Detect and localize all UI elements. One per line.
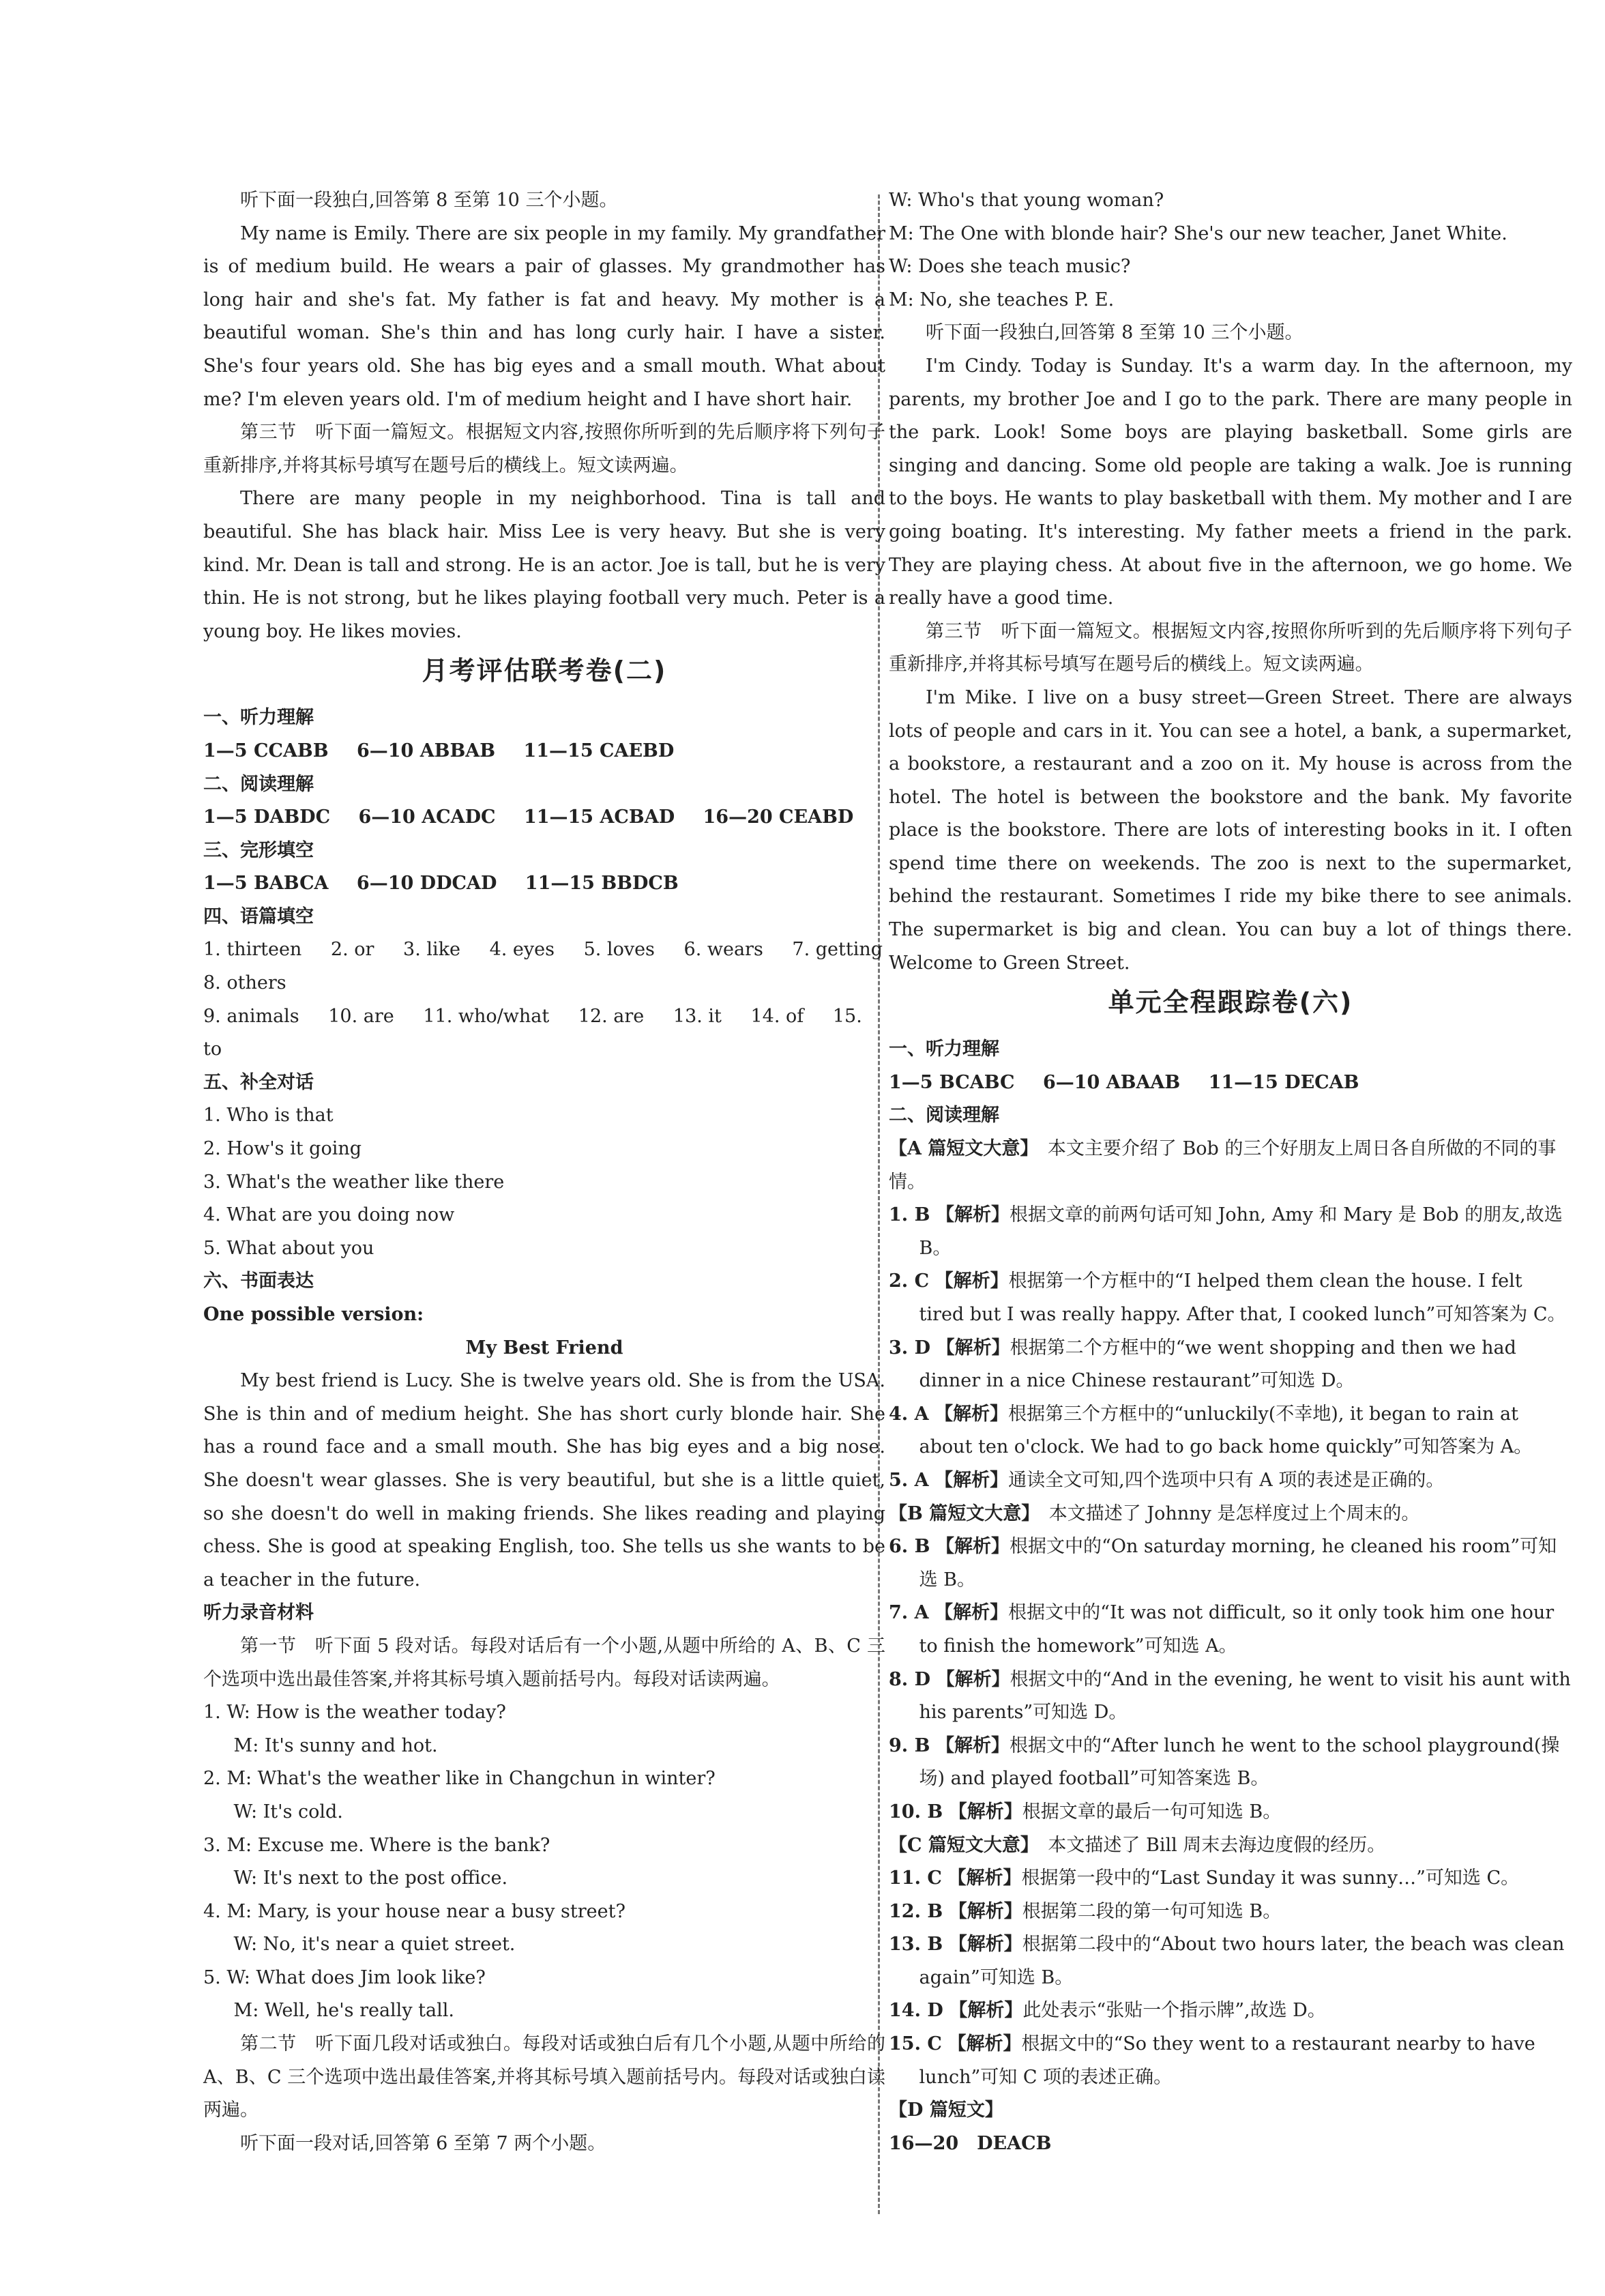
explanation-text: 通读全文可知,四个选项中只有 A 项的表述是正确的。	[1008, 1469, 1445, 1491]
passage-tag: 【A 篇短文大意】	[889, 1138, 1029, 1160]
answer-explanation	[889, 1862, 1572, 1895]
dialog-line: 4. M: Mary, is your house near a busy street?	[203, 1900, 625, 1922]
fill-answer: 4. eyes	[489, 939, 555, 961]
answer-group: 11—15 BBDCB	[525, 873, 679, 895]
dialog-answer: 1. Who is that	[203, 1105, 334, 1127]
answer-number: 14. D	[889, 2000, 943, 2022]
dialog-line: W: It's next to the post office.	[233, 1868, 508, 1889]
possible-version-label: One possible version:	[203, 1304, 424, 1325]
answer-group: 1—5 CCABB	[203, 740, 329, 761]
summary-text: 本文描述了 Bill 周末去海边度假的经历。	[1048, 1834, 1386, 1856]
answer-explanation	[889, 1597, 1572, 1663]
answer-explanation	[889, 1530, 1572, 1597]
analysis-tag: 【解析】	[947, 2033, 1022, 2055]
section1-intro: 第一节 听下面 5 段对话。每段对话后有一个小题,从题中所给的 A、B、C 三个选项中选出最佳答案,并将其标号填入题前括号内。每段对话读两遍。	[203, 1635, 885, 1690]
dialog-line: M: No, she teaches P. E.	[889, 289, 1115, 310]
answer-group: 6—10 ACADC	[358, 806, 496, 828]
answer-explanation	[889, 1928, 1572, 1994]
dialog-line: M: It's sunny and hot.	[233, 1734, 438, 1756]
dialog-line: M: The One with blonde hair? She's our new teacher, Janet White.	[889, 222, 1507, 244]
explanation-text: 根据第二段的第一句可知选 B。	[1022, 1900, 1282, 1922]
exam-title-2: 月考评估联考卷(二)	[422, 656, 667, 686]
answer-explanation	[889, 1796, 1572, 1829]
fill-answer: 2. or	[330, 939, 374, 961]
section2-intro: 第二节 听下面几段对话或独白。每段对话或独白后有几个小题,从题中所给的 A、B、C 三个选项中选出最佳答案,并将其标号填入题前括号内。每段对话或独白读两遍。	[203, 2033, 885, 2121]
answer-number: 12. B	[889, 1900, 943, 1922]
section-reading: 二、阅读理解	[889, 1105, 999, 1127]
analysis-tag: 【解析】	[948, 1900, 1022, 1922]
fill-answers-row3	[203, 1000, 885, 1066]
answer-group: 1—5 BCABC	[889, 1071, 1015, 1093]
answer-number: 3. D	[889, 1337, 931, 1358]
analysis-tag: 【解析】	[934, 1469, 1009, 1491]
dialog-line: W: No, it's near a quiet street.	[233, 1934, 516, 1956]
reading-answers	[203, 801, 885, 834]
answer-explanation	[889, 1994, 1572, 2028]
neighborhood-passage: There are many people in my neighborhood. Tina is tall and beautiful. She has black hair. Miss Lee is very heavy. But she is very kind. Mr. Dean is tall and strong. He is an actor. Joe is tall, but he is very thin. He is not strong, but he likes playing football very much. Peter is a young boy. He likes movies.	[203, 488, 885, 642]
explanation-text: 根据文中的“On saturday morning, he cleaned his room”可知选 B。	[919, 1536, 1557, 1590]
fill-answer: 1. thirteen	[203, 939, 302, 961]
section3-intro: 第三节 听下面一篇短文。根据短文内容,按照你所听到的先后顺序将下列句子重新排序,并将其标号填写在题号后的横线上。短文读两遍。	[203, 422, 885, 476]
listening-intro-8-10: 听下面一段独白,回答第 8 至第 10 三个小题。	[240, 190, 618, 211]
section-listening: 一、听力理解	[203, 707, 314, 729]
passage-d-answers: 16—20 DEACB	[889, 2132, 1052, 2154]
explanation-text: 根据文章的前两句话可知 John, Amy 和 Mary 是 Bob 的朋友,故选 B。	[919, 1204, 1563, 1259]
answer-group: 11—15 DECAB	[1208, 1071, 1359, 1093]
dialog-line: 1. W: How is the weather today?	[203, 1702, 506, 1724]
mike-passage: I'm Mike. I live on a busy street—Green Street. There are always lots of people and cars in it. You can see a hotel, a bank, a supermarket, a bookstore, a restaurant and a zoo on it. My house is across from the hotel. The hotel is between the bookstore and the bank. My favorite place is the bookstore. There are lots of interesting books in it. I often spend time there on weekends. The zoo is next to the supermarket, behind the restaurant. Sometimes I ride my bike there to see animals. The supermarket is big and clean. You can buy a lot of things there. Welcome to Green Street.	[889, 686, 1572, 974]
answer-group: 11—15 ACBAD	[523, 806, 675, 828]
explanation-text: 根据第二段中的“About two hours later, the beach was clean again”可知选 B。	[919, 1934, 1565, 1988]
analysis-tag: 【解析】	[934, 1602, 1009, 1624]
right-column	[889, 184, 1572, 2160]
fill-answer: 15. to	[203, 1005, 862, 1060]
summary-text: 本文主要介绍了 Bob 的三个好朋友上周日各自所做的不同的事情。	[889, 1138, 1557, 1193]
dialog-line: M: Well, he's really tall.	[233, 2000, 454, 2022]
analysis-tag: 【解析】	[936, 1734, 1010, 1756]
exam-title-6: 单元全程跟踪卷(六)	[1108, 987, 1353, 1018]
dialog-line: W: Does she teach music?	[889, 256, 1131, 278]
dialog-line: 5. W: What does Jim look like?	[203, 1966, 486, 1988]
answer-number: 4. A	[889, 1403, 929, 1425]
answer-number: 6. B	[889, 1536, 930, 1558]
answer-number: 5. A	[889, 1469, 929, 1491]
answer-number: 11. C	[889, 1868, 942, 1889]
answer-group: 1—5 BABCA	[203, 873, 329, 895]
explanation-text: 根据文中的“It was not difficult, so it only took him one hour to finish the homework”可知选 A。	[919, 1602, 1555, 1657]
analysis-tag: 【解析】	[949, 2000, 1023, 2022]
section-cloze: 三、完形填空	[203, 839, 314, 861]
passage-tag: 【C 篇短文大意】	[889, 1834, 1030, 1856]
answer-number: 13. B	[889, 1934, 943, 1956]
listening-intro-8-10: 听下面一段独白,回答第 8 至第 10 三个小题。	[926, 322, 1304, 344]
answer-explanation	[889, 1464, 1572, 1498]
listening-answers	[203, 735, 885, 768]
dialog-line: W: Who's that young woman?	[889, 190, 1164, 211]
essay-body: My best friend is Lucy. She is twelve years old. She is from the USA. She is thin and of medium height. She has short curly blonde hair. She has a round face and a small mouth. She has big eyes and a big nose. She doesn't wear glasses. She is very beautiful, but she is a little quiet, so she doesn't do well in making friends. She likes reading and playing chess. She is good at speaking English, too. She tells us she wants to be a teacher in the future.	[203, 1370, 885, 1590]
answer-explanation	[889, 1332, 1572, 1398]
explanation-text: 根据第三个方框中的“unluckily(不幸地), it began to rain at about ten o'clock. We had to go back home quickly”可知答案为 A。	[919, 1403, 1533, 1458]
answer-number: 9. B	[889, 1734, 930, 1756]
dialog-answer: 3. What's the weather like there	[203, 1171, 505, 1193]
cloze-answers	[203, 867, 885, 901]
essay-title: My Best Friend	[465, 1337, 623, 1358]
dialog-answer: 2. How's it going	[203, 1138, 362, 1160]
answer-number: 2. C	[889, 1270, 930, 1292]
answer-explanation	[889, 1398, 1572, 1464]
fill-answer: 14. of	[750, 1005, 804, 1027]
section-dialog-completion: 五、补全对话	[203, 1071, 314, 1093]
explanation-text: 根据文章的最后一句可知选 B。	[1022, 1801, 1282, 1822]
answer-number: 7. A	[889, 1602, 929, 1624]
fill-answer: 13. it	[673, 1005, 722, 1027]
emily-monologue: My name is Emily. There are six people in my family. My grandfather is of medium build. He wears a pair of glasses. My grandmother has long hair and she's fat. My father is fat and heavy. My mother is a beautiful woman. She's thin and has long curly hair. I have a sister. She's four years old. She has big eyes and a small mouth. What about me? I'm eleven years old. I'm of medium height and I have short hair.	[203, 222, 885, 410]
dialog-answer: 4. What are you doing now	[203, 1204, 455, 1226]
fill-answer: 8. others	[203, 972, 286, 994]
passage-d-tag: 【D 篇短文】	[889, 2099, 1003, 2121]
answer-group: 11—15 CAEBD	[523, 740, 675, 761]
section-reading: 二、阅读理解	[203, 773, 314, 795]
explanation-text: 根据第一个方框中的“I helped them clean the house. I felt tired but I was really happy. After that, I cooked lunch”可知答案为 C。	[919, 1270, 1566, 1325]
section3-intro: 第三节 听下面一篇短文。根据短文内容,按照你所听到的先后顺序将下列句子重新排序,并将其标号填写在题号后的横线上。短文读两遍。	[889, 620, 1572, 675]
fill-answer: 10. are	[328, 1005, 394, 1027]
fill-answer: 5. loves	[583, 939, 655, 961]
answer-group: 6—10 DDCAD	[356, 873, 497, 895]
fill-answer: 3. like	[403, 939, 460, 961]
passage-b-summary	[889, 1498, 1572, 1531]
section-passage-fill: 四、语篇填空	[203, 905, 314, 927]
analysis-tag: 【解析】	[948, 1934, 1022, 1956]
answer-explanation	[889, 1895, 1572, 1929]
fill-answer: 9. animals	[203, 1005, 299, 1027]
answer-group: 6—10 ABBAB	[356, 740, 496, 761]
cindy-monologue: I'm Cindy. Today is Sunday. It's a warm day. In the afternoon, my parents, my brother Joe and I go to the park. There are many people in the park. Look! Some boys are playing basketball. Some girls are singing and dancing. Some old people are taking a walk. Joe is running to the boys. He wants to play basketball with them. My mother and I are going boating. It's interesting. My father meets a friend in the park. They are playing chess. At about five in the afternoon, we go home. We really have a good time.	[889, 355, 1572, 609]
fill-answer: 7. getting	[792, 939, 883, 961]
answer-group: 6—10 ABAAB	[1042, 1071, 1181, 1093]
answer-explanation	[889, 1199, 1572, 1265]
fill-answers-row2	[203, 967, 885, 1000]
listening-intro-6-7: 听下面一段对话,回答第 6 至第 7 两个小题。	[240, 2132, 606, 2154]
left-column	[203, 184, 885, 2160]
section-writing: 六、书面表达	[203, 1270, 314, 1292]
listening-answers	[889, 1066, 1572, 1100]
dialog-line: 3. M: Excuse me. Where is the bank?	[203, 1834, 550, 1856]
dialog-line: 2. M: What's the weather like in Changchun in winter?	[203, 1768, 716, 1790]
summary-text: 本文描述了 Johnny 是怎样度过上个周末的。	[1048, 1502, 1420, 1524]
answer-number: 15. C	[889, 2033, 942, 2055]
section-listening: 一、听力理解	[889, 1038, 999, 1060]
explanation-text: 根据文中的“After lunch he went to the school playground(操场) and played football”可知答案选 B。	[919, 1734, 1560, 1790]
passage-a-summary	[889, 1133, 1572, 1199]
answer-group: 16—20 CEABD	[703, 806, 854, 828]
analysis-tag: 【解析】	[936, 1668, 1010, 1690]
listening-script-title: 听力录音材料	[203, 1602, 314, 1624]
dialog-line: W: It's cold.	[233, 1801, 343, 1822]
answer-number: 1. B	[889, 1204, 930, 1226]
fill-answer: 6. wears	[683, 939, 763, 961]
answer-explanation	[889, 2028, 1572, 2094]
analysis-tag: 【解析】	[947, 1868, 1022, 1889]
answer-explanation	[889, 1663, 1572, 1730]
analysis-tag: 【解析】	[936, 1536, 1010, 1558]
answer-number: 10. B	[889, 1801, 943, 1822]
answer-explanation	[889, 1265, 1572, 1331]
answer-explanation	[889, 1730, 1572, 1796]
answer-group: 1—5 DABDC	[203, 806, 331, 828]
analysis-tag: 【解析】	[936, 1337, 1010, 1358]
analysis-tag: 【解析】	[936, 1204, 1010, 1226]
explanation-text: 此处表示“张贴一个指示牌”,故选 D。	[1022, 2000, 1326, 2022]
dialog-answer: 5. What about you	[203, 1237, 374, 1259]
answer-number: 8. D	[889, 1668, 931, 1690]
explanation-text: 根据文中的“And in the evening, he went to visit his aunt with his parents”可知选 D。	[919, 1668, 1571, 1724]
explanation-text: 根据第二个方框中的“we went shopping and then we had dinner in a nice Chinese restaurant”可知选 D。	[919, 1337, 1516, 1392]
explanation-text: 根据文中的“So they went to a restaurant nearby to have lunch”可知 C 项的表述正确。	[919, 2033, 1535, 2088]
passage-c-summary	[889, 1829, 1572, 1863]
fill-answers-row1	[203, 933, 885, 967]
analysis-tag: 【解析】	[948, 1801, 1022, 1822]
fill-answer: 12. are	[578, 1005, 645, 1027]
fill-answer: 11. who/what	[423, 1005, 550, 1027]
analysis-tag: 【解析】	[934, 1270, 1009, 1292]
explanation-text: 根据第一段中的“Last Sunday it was sunny…”可知选 C。	[1021, 1868, 1520, 1889]
passage-tag: 【B 篇短文大意】	[889, 1502, 1031, 1524]
analysis-tag: 【解析】	[934, 1403, 1009, 1425]
